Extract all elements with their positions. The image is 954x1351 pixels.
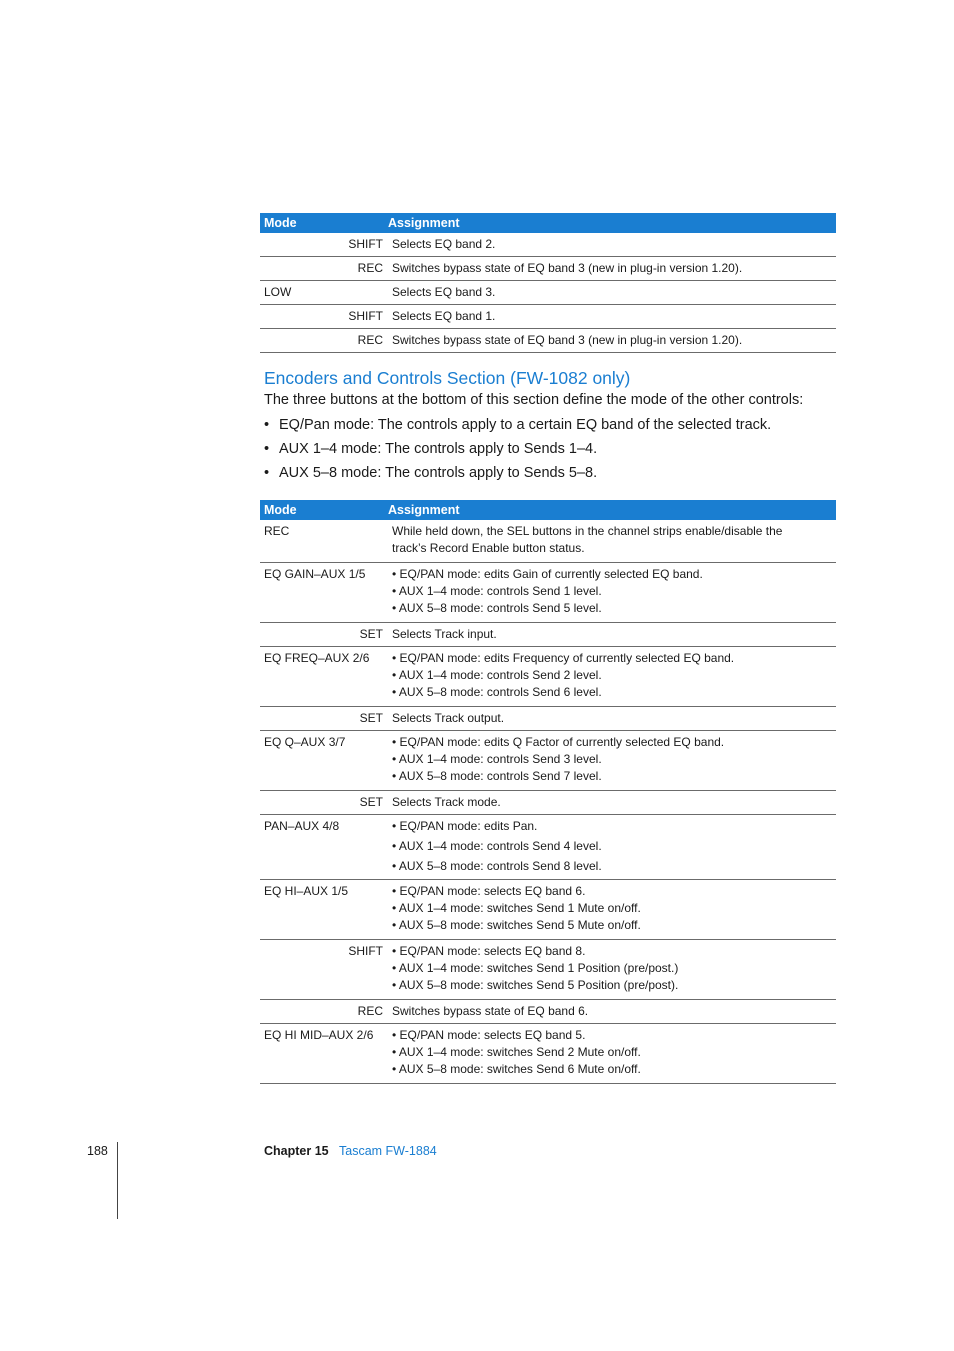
- assignment-line: • EQ/PAN mode: edits Frequency of currently selected EQ band.: [392, 651, 735, 665]
- assignment-line: • AUX 5–8 mode: controls Send 8 level.: [392, 859, 602, 873]
- table-header: [260, 213, 836, 233]
- footer-chapter: Chapter 15: [264, 1144, 329, 1158]
- table-1: [260, 213, 836, 353]
- mode-cell: SHIFT: [348, 944, 383, 958]
- list-item: [264, 416, 771, 440]
- mode-bullet-list: [264, 416, 771, 488]
- mode-cell: EQ Q–AUX 3/7: [264, 735, 346, 749]
- footer-divider: [117, 1142, 118, 1219]
- assignment-cell: Selects Track input.: [392, 627, 497, 641]
- table-row: [260, 707, 836, 731]
- bullet-text: EQ/Pan mode: The controls apply to a certain EQ band of the selected track.: [279, 417, 772, 433]
- table-row: [260, 880, 836, 940]
- mode-cell: EQ GAIN–AUX 1/5: [264, 567, 366, 581]
- assignment-line: • AUX 5–8 mode: controls Send 7 level.: [392, 769, 602, 783]
- assignment-cell: Selects Track output.: [392, 711, 505, 725]
- section-intro: The three buttons at the bottom of this section define the mode of the other controls:: [264, 392, 804, 408]
- table-row: [260, 281, 836, 305]
- assignment-line: • EQ/PAN mode: selects EQ band 8.: [392, 944, 586, 958]
- assignment-cell: Switches bypass state of EQ band 6.: [392, 1004, 589, 1018]
- assignment-line: • AUX 5–8 mode: switches Send 5 Position (pre/post).: [392, 978, 679, 992]
- table-row: [260, 940, 836, 1000]
- bullet-icon: •: [264, 417, 270, 433]
- table-row: [260, 815, 836, 880]
- assignment-line: • AUX 1–4 mode: switches Send 2 Mute on/off.: [392, 1045, 641, 1059]
- header-assignment: Assignment: [388, 215, 460, 230]
- mode-cell: REC: [357, 1004, 383, 1018]
- assignment-line: track’s Record Enable button status.: [392, 541, 585, 555]
- mode-cell: SHIFT: [348, 309, 383, 323]
- table-row: [260, 1000, 836, 1024]
- table-row: [260, 791, 836, 815]
- table-row: [260, 305, 836, 329]
- assignment-line: • AUX 1–4 mode: switches Send 1 Position (pre/post.): [392, 961, 679, 975]
- header-mode: Mode: [264, 215, 297, 230]
- assignment-cell: Selects EQ band 1.: [392, 309, 496, 323]
- page-number: 188: [87, 1144, 108, 1158]
- mode-cell: SHIFT: [348, 237, 383, 251]
- table-2: [260, 500, 836, 1084]
- assignment-line: • AUX 5–8 mode: controls Send 5 level.: [392, 601, 602, 615]
- bullet-icon: •: [264, 465, 270, 481]
- assignment-cell: [392, 818, 836, 875]
- table-row: [260, 563, 836, 623]
- assignment-cell: Switches bypass state of EQ band 3 (new in plug-in version 1.20).: [392, 333, 743, 347]
- table-row: [260, 520, 836, 563]
- list-item: [264, 440, 771, 464]
- assignment-cell: [392, 650, 836, 701]
- assignment-cell: [392, 1027, 836, 1078]
- mode-cell: REC: [357, 261, 383, 275]
- bullet-icon: •: [264, 441, 270, 457]
- mode-cell: SET: [359, 627, 383, 641]
- mode-cell: PAN–AUX 4/8: [264, 819, 340, 833]
- mode-cell: REC: [264, 524, 290, 538]
- assignment-cell: [392, 523, 836, 557]
- assignment-cell: Selects EQ band 2.: [392, 237, 496, 251]
- header-assignment: Assignment: [388, 502, 460, 517]
- assignment-line: • AUX 5–8 mode: controls Send 6 level.: [392, 685, 602, 699]
- assignment-line: • AUX 5–8 mode: switches Send 5 Mute on/off.: [392, 918, 641, 932]
- bullet-text: AUX 5–8 mode: The controls apply to Sends 5–8.: [279, 465, 598, 481]
- assignment-cell: Selects Track mode.: [392, 795, 501, 809]
- assignment-line: • AUX 1–4 mode: controls Send 1 level.: [392, 584, 602, 598]
- assignment-line: • AUX 1–4 mode: controls Send 4 level.: [392, 839, 602, 853]
- header-mode: Mode: [264, 502, 297, 517]
- assignment-cell: [392, 566, 836, 617]
- assignment-cell: Switches bypass state of EQ band 3 (new in plug-in version 1.20).: [392, 261, 743, 275]
- mode-cell: LOW: [264, 285, 292, 299]
- table-row: [260, 257, 836, 281]
- assignment-line: • EQ/PAN mode: edits Q Factor of currently selected EQ band.: [392, 735, 725, 749]
- assignment-line: • EQ/PAN mode: selects EQ band 6.: [392, 884, 586, 898]
- mode-cell: SET: [359, 711, 383, 725]
- table-row: [260, 731, 836, 791]
- assignment-line: • AUX 5–8 mode: switches Send 6 Mute on/off.: [392, 1062, 641, 1076]
- assignment-line: • AUX 1–4 mode: switches Send 1 Mute on/off.: [392, 901, 641, 915]
- assignment-cell: [392, 734, 836, 785]
- assignment-line: • EQ/PAN mode: edits Pan.: [392, 819, 538, 833]
- mode-cell: REC: [357, 333, 383, 347]
- assignment-cell: [392, 883, 836, 934]
- mode-cell: EQ FREQ–AUX 2/6: [264, 651, 370, 665]
- assignment-line: • EQ/PAN mode: selects EQ band 5.: [392, 1028, 586, 1042]
- table-row: [260, 647, 836, 707]
- table-header: [260, 500, 836, 520]
- bullet-text: AUX 1–4 mode: The controls apply to Sends 1–4.: [279, 441, 598, 457]
- table-row: [260, 233, 836, 257]
- assignment-line: • EQ/PAN mode: edits Gain of currently selected EQ band.: [392, 567, 703, 581]
- assignment-line: • AUX 1–4 mode: controls Send 3 level.: [392, 752, 602, 766]
- table-row: [260, 1024, 836, 1084]
- list-item: [264, 464, 771, 488]
- section-heading: Encoders and Controls Section (FW-1082 only): [264, 368, 631, 388]
- assignment-cell: [392, 943, 836, 994]
- mode-cell: SET: [359, 795, 383, 809]
- assignment-cell: Selects EQ band 3.: [392, 285, 496, 299]
- assignment-line: While held down, the SEL buttons in the channel strips enable/disable the: [392, 524, 783, 538]
- table-row: [260, 623, 836, 647]
- table-row: [260, 329, 836, 353]
- mode-cell: EQ HI MID–AUX 2/6: [264, 1028, 374, 1042]
- mode-cell: EQ HI–AUX 1/5: [264, 884, 349, 898]
- footer-chapter-title[interactable]: Tascam FW-1884: [339, 1144, 437, 1158]
- assignment-line: • AUX 1–4 mode: controls Send 2 level.: [392, 668, 602, 682]
